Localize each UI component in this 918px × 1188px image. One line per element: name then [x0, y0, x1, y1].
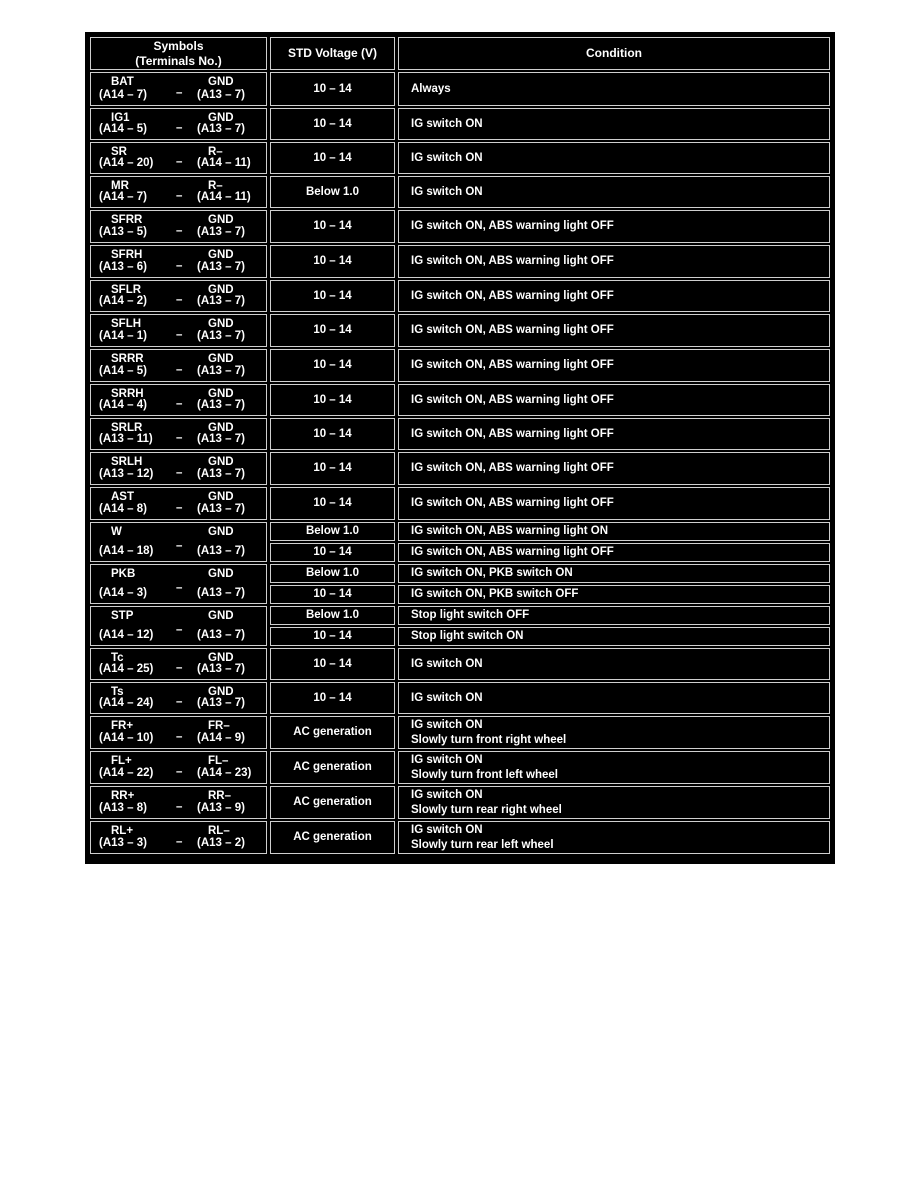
signal-symbol: SRLH	[111, 456, 143, 468]
signal-terminal: (A14 – 1)	[99, 329, 147, 342]
condition-cell	[398, 682, 830, 714]
condition-cell	[398, 349, 830, 382]
signal-terminal: (A13 – 3)	[99, 836, 147, 849]
condition-text: IG switch ON	[411, 691, 483, 704]
condition-cell	[398, 716, 830, 749]
reference-symbol: FR–	[208, 720, 230, 732]
symbol-separator: –	[176, 662, 183, 674]
symbol-separator: –	[176, 156, 183, 168]
signal-terminal: (A14 – 3)	[99, 586, 147, 599]
condition-cell	[398, 245, 830, 278]
symbol-separator: –	[176, 432, 183, 444]
condition-text: IG switch ON	[411, 824, 483, 837]
reference-symbol: RL–	[208, 825, 230, 837]
voltage-value: 10 – 14	[270, 543, 395, 562]
condition-text: IG switch ON, PKB switch OFF	[398, 585, 830, 604]
reference-symbol: GND	[208, 214, 234, 226]
condition-text: IG switch ON, ABS warning light OFF	[411, 497, 614, 510]
reference-symbol: GND	[208, 422, 234, 434]
symbols-cell	[90, 314, 267, 347]
reference-terminal: (A13 – 7)	[197, 260, 245, 273]
symbol-separator: –	[176, 582, 183, 594]
reference-terminal: (A13 – 7)	[197, 502, 245, 515]
header-symbols-title: Symbols	[153, 38, 204, 53]
symbols-cell	[90, 108, 267, 140]
voltage-value: 10 – 14	[270, 452, 395, 485]
signal-terminal: (A13 – 12)	[99, 467, 154, 480]
voltage-value: 10 – 14	[270, 280, 395, 312]
reference-terminal: (A13 – 7)	[197, 628, 245, 641]
symbol-separator: –	[176, 730, 183, 743]
condition-cell	[398, 210, 830, 243]
voltage-value: AC generation	[270, 716, 395, 749]
reference-symbol: GND	[208, 491, 234, 503]
voltage-value: 10 – 14	[270, 418, 395, 450]
reference-terminal: (A14 – 11)	[197, 190, 251, 203]
reference-symbol: GND	[208, 652, 234, 664]
condition-text: IG switch ON, ABS warning light OFF	[411, 220, 614, 233]
symbols-cell	[90, 821, 267, 854]
reference-symbol: GND	[208, 456, 234, 468]
voltage-value: 10 – 14	[270, 142, 395, 174]
condition-cell	[398, 786, 830, 819]
signal-terminal: (A13 – 5)	[99, 225, 147, 238]
voltage-value: 10 – 14	[270, 585, 395, 604]
signal-symbol: FL+	[111, 755, 132, 767]
condition-text: IG switch ON	[411, 151, 483, 164]
symbols-cell	[90, 280, 267, 312]
signal-terminal: (A14 – 5)	[99, 364, 147, 377]
header-condition: Condition	[398, 37, 830, 70]
condition-text: IG switch ON, PKB switch ON	[398, 564, 830, 583]
symbols-cell	[90, 648, 267, 680]
voltage-value: Below 1.0	[270, 564, 395, 583]
voltage-cell-split	[270, 522, 395, 562]
signal-symbol: STP	[111, 610, 134, 622]
signal-terminal: (A13 – 8)	[99, 801, 147, 814]
voltage-value: 10 – 14	[270, 210, 395, 243]
reference-terminal: (A13 – 7)	[197, 467, 245, 480]
symbol-separator: –	[176, 87, 183, 99]
symbols-cell	[90, 564, 267, 604]
condition-text: Slowly turn rear right wheel	[411, 803, 562, 816]
symbols-cell	[90, 142, 267, 174]
terminal-voltage-table	[85, 32, 835, 864]
condition-cell	[398, 108, 830, 140]
symbol-separator: –	[176, 294, 183, 306]
condition-cell	[398, 648, 830, 680]
condition-cell	[398, 142, 830, 174]
signal-symbol: SFRH	[111, 249, 143, 261]
condition-text: IG switch ON	[411, 754, 483, 767]
symbol-separator: –	[176, 624, 183, 636]
voltage-value: 10 – 14	[270, 648, 395, 680]
signal-terminal: (A14 – 10)	[99, 731, 154, 744]
symbol-separator: –	[176, 466, 183, 479]
signal-terminal: (A14 – 7)	[99, 88, 147, 101]
signal-symbol: FR+	[111, 720, 134, 732]
reference-terminal: (A13 – 7)	[197, 398, 245, 411]
header-voltage: STD Voltage (V)	[270, 37, 395, 70]
symbols-cell	[90, 418, 267, 450]
signal-terminal: (A13 – 11)	[99, 432, 153, 445]
condition-text: IG switch ON	[411, 719, 483, 732]
reference-symbol: GND	[208, 284, 234, 296]
header-symbols-subtitle: (Terminals No.)	[135, 53, 222, 68]
table-grid	[90, 37, 830, 859]
signal-terminal: (A14 – 18)	[99, 544, 154, 557]
condition-cell-split	[398, 606, 830, 646]
signal-terminal: (A14 – 8)	[99, 502, 147, 515]
reference-terminal: (A13 – 7)	[197, 432, 245, 445]
condition-cell-split	[398, 564, 830, 604]
reference-symbol: GND	[208, 686, 234, 698]
condition-text: IG switch ON, ABS warning light OFF	[411, 462, 614, 475]
condition-text: IG switch ON	[411, 657, 483, 670]
symbols-cell	[90, 522, 267, 562]
reference-terminal: (A13 – 7)	[197, 225, 245, 238]
symbols-cell	[90, 682, 267, 714]
symbol-separator: –	[176, 398, 183, 410]
signal-symbol: SR	[111, 146, 127, 158]
reference-symbol: GND	[208, 610, 234, 622]
signal-symbol: Ts	[111, 686, 124, 698]
reference-terminal: (A14 – 9)	[197, 731, 245, 744]
reference-terminal: (A13 – 7)	[197, 662, 245, 675]
reference-terminal: (A14 – 23)	[197, 766, 252, 779]
reference-terminal: (A13 – 2)	[197, 836, 245, 849]
signal-terminal: (A14 – 22)	[99, 766, 154, 779]
symbols-cell	[90, 384, 267, 416]
symbols-cell	[90, 176, 267, 208]
signal-terminal: (A14 – 7)	[99, 190, 147, 203]
reference-terminal: (A13 – 9)	[197, 801, 245, 814]
condition-text: IG switch ON, ABS warning light OFF	[411, 324, 614, 337]
symbols-cell	[90, 751, 267, 784]
condition-cell	[398, 452, 830, 485]
voltage-cell-split	[270, 606, 395, 646]
voltage-value: 10 – 14	[270, 245, 395, 278]
reference-terminal: (A13 – 7)	[197, 329, 245, 342]
signal-terminal: (A14 – 2)	[99, 294, 147, 307]
symbol-separator: –	[176, 122, 183, 134]
symbol-separator: –	[176, 501, 183, 514]
condition-cell	[398, 821, 830, 854]
symbol-separator: –	[176, 540, 183, 552]
reference-symbol: GND	[208, 112, 234, 124]
condition-text: IG switch ON, ABS warning light OFF	[411, 255, 614, 268]
condition-text: IG switch ON, ABS warning light OFF	[411, 289, 614, 302]
reference-symbol: R–	[208, 180, 223, 192]
signal-terminal: (A14 – 4)	[99, 398, 147, 411]
symbol-separator: –	[176, 363, 183, 376]
condition-text: IG switch ON	[411, 185, 483, 198]
signal-symbol: IG1	[111, 112, 130, 124]
symbol-separator: –	[176, 765, 183, 778]
voltage-value: Below 1.0	[270, 606, 395, 625]
voltage-value: 10 – 14	[270, 314, 395, 347]
signal-terminal: (A13 – 6)	[99, 260, 147, 273]
reference-symbol: FL–	[208, 755, 229, 767]
signal-symbol: MR	[111, 180, 129, 192]
voltage-value: 10 – 14	[270, 349, 395, 382]
reference-symbol: GND	[208, 353, 234, 365]
signal-symbol: Tc	[111, 652, 124, 664]
symbols-cell	[90, 716, 267, 749]
symbols-cell	[90, 72, 267, 106]
symbols-cell	[90, 245, 267, 278]
signal-terminal: (A14 – 5)	[99, 122, 147, 135]
symbols-cell	[90, 606, 267, 646]
signal-symbol: SRLR	[111, 422, 143, 434]
reference-symbol: RR–	[208, 790, 232, 802]
signal-symbol: RR+	[111, 790, 135, 802]
signal-symbol: PKB	[111, 568, 136, 580]
signal-symbol: SFLR	[111, 284, 142, 296]
condition-cell	[398, 384, 830, 416]
symbols-cell	[90, 210, 267, 243]
voltage-value: Below 1.0	[270, 522, 395, 541]
condition-text: IG switch ON	[411, 117, 483, 130]
symbol-separator: –	[176, 835, 183, 848]
condition-cell	[398, 487, 830, 520]
voltage-value: 10 – 14	[270, 108, 395, 140]
reference-symbol: R–	[208, 146, 223, 158]
condition-text: Slowly turn rear left wheel	[411, 838, 554, 851]
condition-cell-split	[398, 522, 830, 562]
condition-text: IG switch ON, ABS warning light OFF	[411, 359, 614, 372]
reference-terminal: (A14 – 11)	[197, 156, 251, 169]
condition-text: Slowly turn front left wheel	[411, 768, 558, 781]
condition-text: IG switch ON, ABS warning light OFF	[411, 427, 614, 440]
reference-symbol: GND	[208, 318, 234, 330]
condition-cell	[398, 418, 830, 450]
reference-terminal: (A13 – 7)	[197, 696, 245, 709]
signal-symbol: SFLH	[111, 318, 142, 330]
condition-text: Slowly turn front right wheel	[411, 733, 567, 746]
condition-text: IG switch ON, ABS warning light OFF	[411, 393, 614, 406]
condition-cell	[398, 176, 830, 208]
symbol-separator: –	[176, 328, 183, 341]
reference-symbol: GND	[208, 76, 234, 88]
condition-cell	[398, 751, 830, 784]
condition-cell	[398, 280, 830, 312]
signal-symbol: SRRH	[111, 388, 144, 400]
signal-symbol: AST	[111, 491, 134, 503]
symbols-cell	[90, 487, 267, 520]
header-symbols	[90, 37, 267, 70]
signal-symbol: SFRR	[111, 214, 143, 226]
condition-text: IG switch ON, ABS warning light OFF	[398, 543, 830, 562]
symbols-cell	[90, 349, 267, 382]
condition-text: Stop light switch OFF	[398, 606, 830, 625]
symbol-separator: –	[176, 800, 183, 813]
voltage-value: 10 – 14	[270, 384, 395, 416]
signal-symbol: W	[111, 526, 122, 538]
symbol-separator: –	[176, 259, 183, 272]
voltage-value: AC generation	[270, 821, 395, 854]
reference-symbol: GND	[208, 526, 234, 538]
symbols-cell	[90, 452, 267, 485]
signal-terminal: (A14 – 20)	[99, 156, 154, 169]
symbols-cell	[90, 786, 267, 819]
voltage-value: 10 – 14	[270, 682, 395, 714]
reference-terminal: (A13 – 7)	[197, 364, 245, 377]
reference-terminal: (A13 – 7)	[197, 544, 245, 557]
symbol-separator: –	[176, 224, 183, 237]
voltage-cell-split	[270, 564, 395, 604]
voltage-value: 10 – 14	[270, 627, 395, 646]
reference-terminal: (A13 – 7)	[197, 294, 245, 307]
signal-symbol: BAT	[111, 76, 134, 88]
reference-symbol: GND	[208, 388, 234, 400]
symbol-separator: –	[176, 696, 183, 708]
reference-symbol: GND	[208, 568, 234, 580]
reference-terminal: (A13 – 7)	[197, 586, 245, 599]
symbol-separator: –	[176, 190, 183, 202]
condition-text: Stop light switch ON	[398, 627, 830, 646]
reference-terminal: (A13 – 7)	[197, 122, 245, 135]
signal-symbol: SRRR	[111, 353, 144, 365]
signal-terminal: (A14 – 24)	[99, 696, 154, 709]
condition-cell	[398, 72, 830, 106]
voltage-value: 10 – 14	[270, 487, 395, 520]
voltage-value: AC generation	[270, 751, 395, 784]
voltage-value: AC generation	[270, 786, 395, 819]
signal-terminal: (A14 – 25)	[99, 662, 154, 675]
condition-text: IG switch ON, ABS warning light ON	[398, 522, 830, 541]
voltage-value: 10 – 14	[270, 72, 395, 106]
signal-terminal: (A14 – 12)	[99, 628, 154, 641]
reference-symbol: GND	[208, 249, 234, 261]
condition-text: Always	[411, 82, 451, 95]
voltage-value: Below 1.0	[270, 176, 395, 208]
reference-terminal: (A13 – 7)	[197, 88, 245, 101]
signal-symbol: RL+	[111, 825, 134, 837]
condition-cell	[398, 314, 830, 347]
condition-text: IG switch ON	[411, 789, 483, 802]
